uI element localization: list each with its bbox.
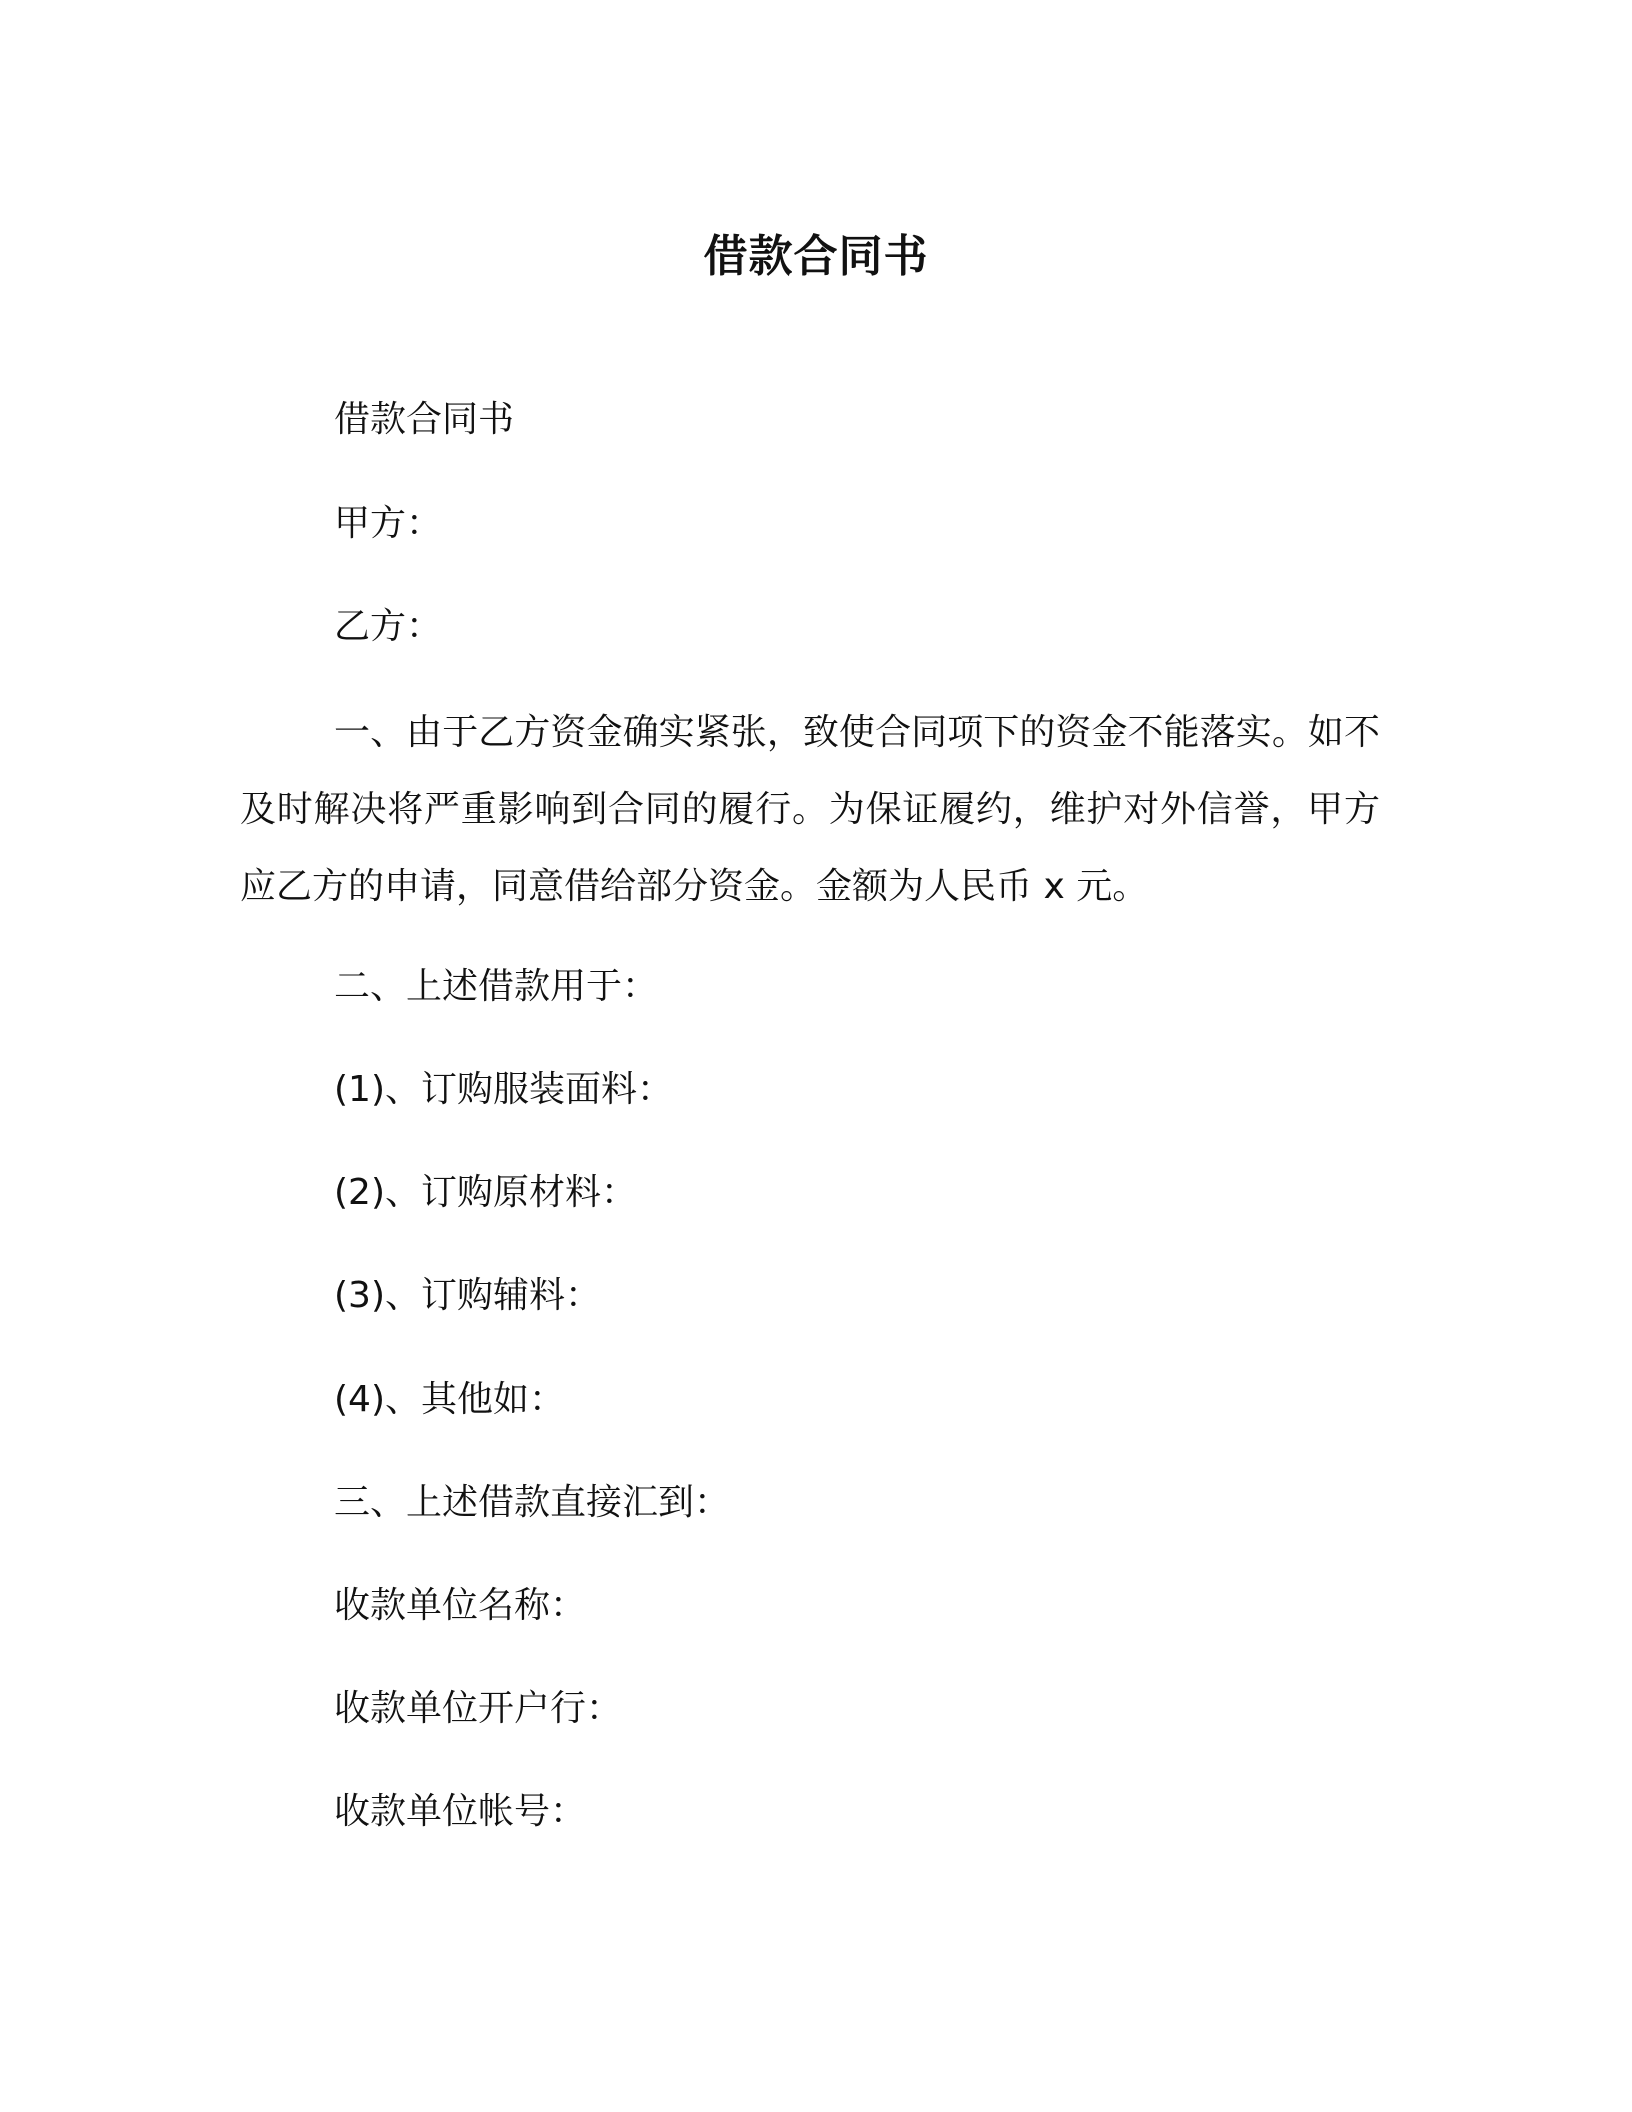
clause-2-line: 二、上述借款用于： bbox=[334, 966, 659, 1007]
clause-3-line: 三、上述借款直接汇到： bbox=[334, 1482, 731, 1523]
payee-bank-line: 收款单位开户行： bbox=[334, 1688, 623, 1729]
party-a-line: 甲方： bbox=[334, 503, 443, 544]
use-item-2: (2)、订购原材料： bbox=[334, 1172, 637, 1213]
heading-line: 借款合同书 bbox=[334, 399, 515, 440]
use-item-1: (1)、订购服装面料： bbox=[334, 1069, 673, 1110]
use-item-3: (3)、订购辅料： bbox=[334, 1275, 601, 1316]
clause-1-paragraph: 一、由于乙方资金确实紧张，致使合同项下的资金不能落实。如不及时解决将严重影响到合同的履行。为保证履约，维护对外信誉，甲方应乙方的申请，同意借给部分资金。金额为人民币 x 元。 bbox=[240, 712, 1380, 907]
party-b-line: 乙方： bbox=[334, 606, 443, 647]
payee-name-line: 收款单位名称： bbox=[334, 1585, 587, 1626]
document-title: 借款合同书 bbox=[703, 231, 929, 282]
payee-account-line: 收款单位帐号： bbox=[334, 1791, 587, 1832]
use-item-4: (4)、其他如： bbox=[334, 1379, 565, 1420]
